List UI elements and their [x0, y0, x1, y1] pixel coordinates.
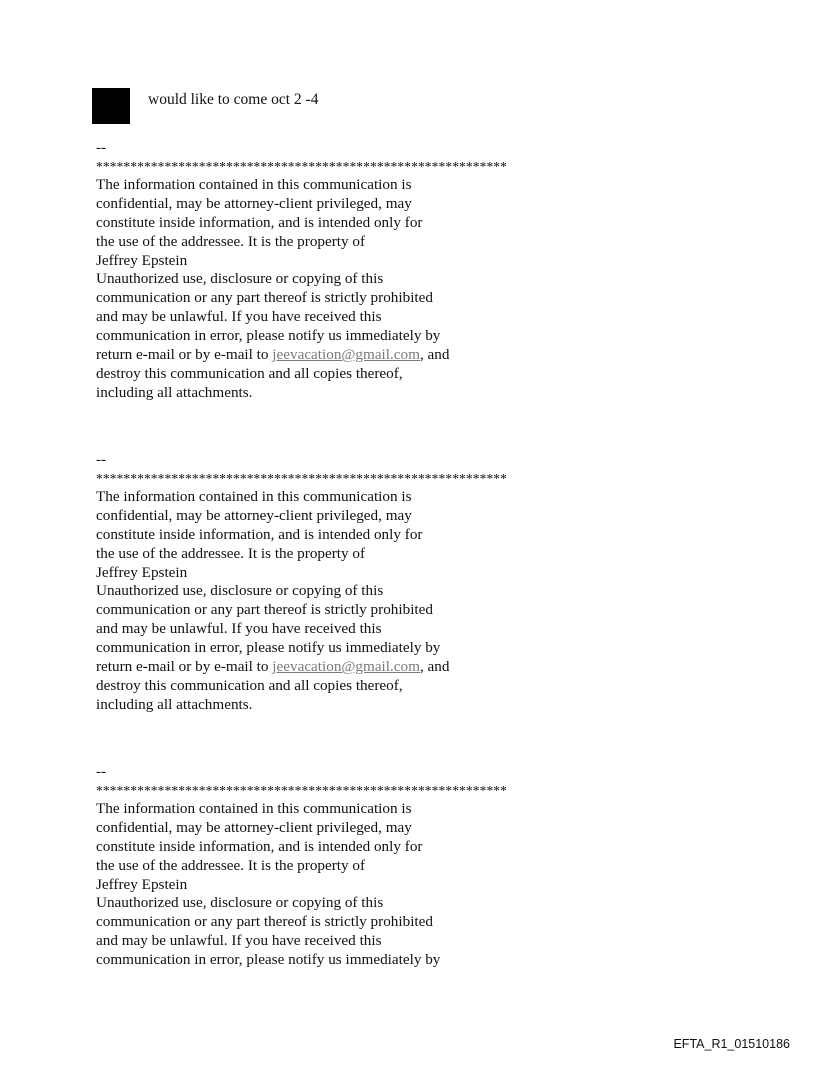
disclaimer-line: Unauthorized use, disclosure or copying of this — [96, 270, 384, 288]
disclaimer-line: communication or any part thereof is strictly prohibited — [96, 913, 433, 931]
disclaimer-line: communication in error, please notify us immediately by — [96, 639, 441, 657]
disclaimer-block-1 — [96, 139, 616, 403]
disclaimer-line: constitute inside information, and is intended only for — [96, 525, 423, 543]
disclaimer-block-3 — [96, 763, 616, 970]
disclaimer-line: the use of the addressee. It is the property of — [96, 856, 366, 874]
disclaimer-line-post: , and — [419, 346, 450, 364]
disclaimer-line: the use of the addressee. It is the property of — [96, 544, 366, 562]
disclaimer-line: including all attachments. — [96, 383, 253, 401]
email-link[interactable]: jeevacation@gmail.com — [272, 346, 420, 364]
email-link[interactable]: jeevacation@gmail.com — [272, 658, 420, 676]
disclaimer-line: and may be unlawful. If you have received this — [96, 308, 382, 326]
disclaimer-line-pre: return e-mail or by e-mail to — [96, 346, 273, 364]
asterisk-divider: ************************************************************ — [96, 782, 507, 798]
disclaimer-line: confidential, may be attorney-client privileged, may — [96, 818, 412, 836]
disclaimer-line: communication or any part thereof is strictly prohibited — [96, 289, 433, 307]
disclaimer-line: constitute inside information, and is intended only for — [96, 213, 423, 231]
disclaimer-line: the use of the addressee. It is the property of — [96, 232, 366, 250]
disclaimer-line: Jeffrey Epstein — [96, 875, 188, 893]
disclaimer-block-2 — [96, 451, 616, 715]
signature-separator: -- — [96, 763, 107, 780]
disclaimer-line: Jeffrey Epstein — [96, 251, 188, 269]
disclaimer-line: The information contained in this communication is — [96, 799, 412, 817]
disclaimer-line: communication in error, please notify us immediately by — [96, 951, 441, 969]
disclaimer-line: constitute inside information, and is intended only for — [96, 837, 423, 855]
disclaimer-line: and may be unlawful. If you have received this — [96, 620, 382, 638]
disclaimer-line: The information contained in this communication is — [96, 175, 412, 193]
message-line — [92, 88, 318, 124]
asterisk-divider: ************************************************************ — [96, 158, 507, 174]
disclaimer-line: communication in error, please notify us immediately by — [96, 327, 441, 345]
disclaimer-line: confidential, may be attorney-client privileged, may — [96, 506, 412, 524]
disclaimer-line: including all attachments. — [96, 695, 253, 713]
message-text: would like to come oct 2 -4 — [148, 91, 319, 108]
disclaimer-email-line — [96, 658, 616, 677]
disclaimer-email-line — [96, 346, 616, 365]
disclaimer-line: confidential, may be attorney-client privileged, may — [96, 194, 412, 212]
disclaimer-line: Unauthorized use, disclosure or copying of this — [96, 894, 384, 912]
document-id: EFTA_R1_01510186 — [673, 1037, 790, 1051]
disclaimer-line: Jeffrey Epstein — [96, 563, 188, 581]
redaction-box — [92, 88, 130, 124]
disclaimer-line: communication or any part thereof is strictly prohibited — [96, 601, 433, 619]
disclaimer-line-post: , and — [419, 658, 450, 676]
disclaimer-line: destroy this communication and all copies thereof, — [96, 364, 403, 382]
disclaimer-line: The information contained in this communication is — [96, 487, 412, 505]
disclaimer-line: destroy this communication and all copies thereof, — [96, 676, 403, 694]
disclaimer-line-pre: return e-mail or by e-mail to — [96, 658, 273, 676]
signature-separator: -- — [96, 139, 107, 156]
disclaimer-line: and may be unlawful. If you have received this — [96, 932, 382, 950]
asterisk-divider: ************************************************************ — [96, 470, 507, 486]
signature-separator: -- — [96, 451, 107, 468]
disclaimer-line: Unauthorized use, disclosure or copying of this — [96, 582, 384, 600]
